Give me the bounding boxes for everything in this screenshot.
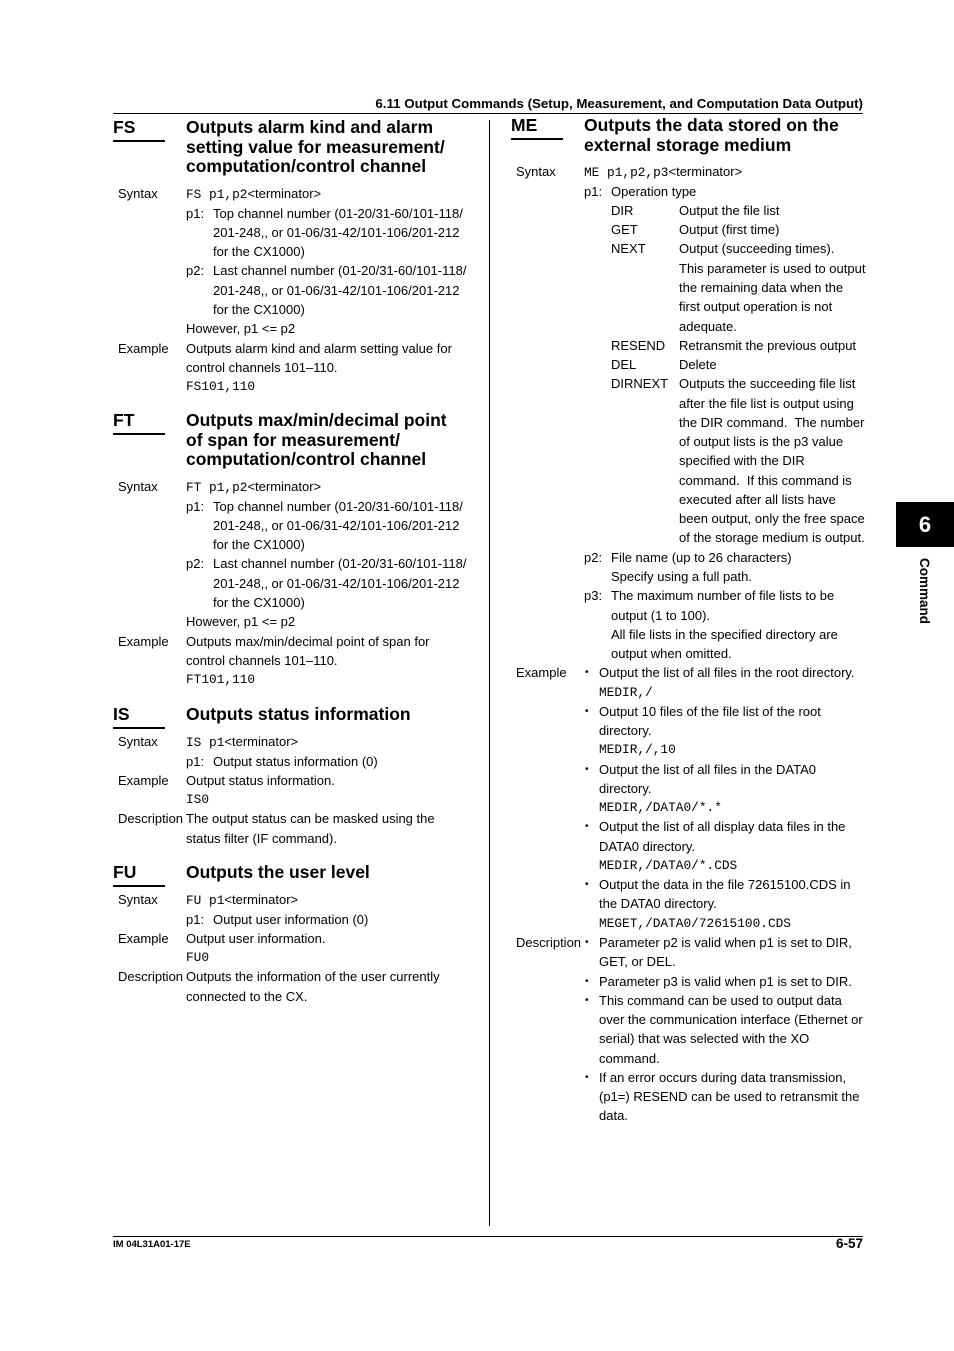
- option-text: Output the file list: [679, 202, 780, 218]
- param-row: [516, 625, 876, 644]
- option-row: [516, 528, 876, 547]
- param-text: The maximum number of file lists to be: [611, 588, 835, 604]
- description-text: connected to the CX.: [186, 988, 308, 1004]
- param-name: p3:: [584, 588, 603, 604]
- ft-section-title: [186, 411, 447, 470]
- description-row: [118, 987, 478, 1006]
- syntax-command: FT p1,p2: [186, 480, 248, 496]
- is-section-title: [186, 705, 411, 725]
- param-text: Output status information (0): [213, 753, 378, 769]
- option-value: RESEND: [611, 337, 666, 353]
- option-text: of output lists is the p3 value: [679, 434, 844, 450]
- bullet-icon: [585, 991, 589, 1010]
- me-section-body: [516, 162, 876, 1125]
- syntax-command: FU p1: [186, 893, 225, 909]
- param-name: p1:: [186, 911, 205, 927]
- syntax-terminator: <terminator>: [247, 186, 322, 202]
- option-row: [516, 355, 876, 374]
- example-text: Output 10 files of the file list of the root: [599, 703, 821, 719]
- param-text: Specify using a full path.: [611, 568, 752, 584]
- option-row: [516, 471, 876, 490]
- syntax-label: Syntax: [118, 734, 158, 750]
- param-text: Last channel number (01-20/31-60/101-118/: [213, 556, 467, 572]
- option-row: [516, 490, 876, 509]
- option-row: [516, 317, 876, 336]
- bullet-icon: [585, 1068, 589, 1087]
- option-value: DIRNEXT: [611, 376, 669, 392]
- param-text: Operation type: [611, 183, 697, 199]
- syntax-row: [118, 890, 478, 909]
- param-row: [118, 574, 478, 593]
- param-row: [118, 535, 478, 554]
- param-row: [118, 261, 478, 280]
- example-row: [516, 702, 876, 721]
- syntax-label: Syntax: [118, 479, 158, 495]
- description-label: Description: [516, 935, 582, 951]
- option-text: Output (first time): [679, 222, 780, 238]
- description-text: command.: [599, 1050, 660, 1066]
- description-text: This command can be used to output data: [599, 992, 842, 1008]
- note-row: [118, 612, 478, 631]
- description-text: Parameter p2 is valid when p1 is set to DIR,: [599, 935, 852, 951]
- title-line: computation/control channel: [186, 156, 427, 176]
- example-text: the DATA0 directory.: [599, 896, 717, 912]
- param-row: [118, 752, 478, 771]
- description-text: The output status can be masked using the: [186, 811, 435, 827]
- option-text: Retransmit the previous output: [679, 337, 857, 353]
- syntax-command: FS p1,p2: [186, 187, 248, 203]
- option-row: [516, 336, 876, 355]
- example-row: [516, 856, 876, 875]
- param-name: p2:: [584, 549, 603, 565]
- option-text: command. If this command is: [679, 472, 852, 488]
- example-command: FS101,110: [186, 379, 256, 395]
- bullet-icon: [585, 933, 589, 952]
- option-row: [516, 278, 876, 297]
- param-text: All file lists in the specified directory are: [611, 626, 838, 642]
- param-text: for the CX1000): [213, 594, 305, 610]
- description-text: serial) that was selected with the XO: [599, 1031, 810, 1047]
- example-row: [516, 760, 876, 779]
- option-text: Output (succeeding times).: [679, 241, 835, 257]
- option-row: [516, 432, 876, 451]
- syntax-terminator: <terminator>: [224, 892, 299, 908]
- example-command: FT101,110: [186, 672, 256, 688]
- option-text: executed after all lists have: [679, 491, 836, 507]
- option-text: first output operation is not: [679, 299, 833, 315]
- option-text: of the storage medium is output.: [679, 530, 865, 546]
- example-row: [118, 358, 478, 377]
- bullet-icon: [585, 663, 589, 682]
- description-label: Description: [118, 969, 184, 985]
- bullet-icon: [585, 875, 589, 894]
- example-text: Output the list of all display data files in the: [599, 819, 846, 835]
- param-text: File name (up to 26 characters): [611, 549, 792, 565]
- param-row: [516, 586, 876, 605]
- option-text: the remaining data when the: [679, 279, 844, 295]
- param-row: [516, 548, 876, 567]
- syntax-row: [118, 184, 478, 203]
- title-line: of span for measurement/: [186, 429, 400, 450]
- example-row: [516, 837, 876, 856]
- option-row: [516, 297, 876, 316]
- description-row: [516, 1068, 876, 1087]
- example-text: Output the list of all files in the DATA0: [599, 761, 817, 777]
- option-value: DEL: [611, 357, 637, 373]
- example-row: [118, 929, 478, 948]
- example-row: [118, 632, 478, 651]
- example-text: Output user information.: [186, 930, 326, 946]
- example-row: [516, 663, 876, 682]
- fu-section-title: [186, 863, 370, 883]
- description-text: status filter (IF command).: [186, 830, 337, 846]
- option-row: [516, 509, 876, 528]
- param-name: p1:: [186, 753, 205, 769]
- example-text: Outputs max/min/decimal point of span for: [186, 633, 430, 649]
- syntax-label: Syntax: [516, 164, 556, 180]
- option-text: This parameter is used to output: [679, 260, 866, 276]
- constraint-note: However, p1 <= p2: [186, 614, 296, 630]
- syntax-value: [186, 184, 321, 204]
- chapter-label: Command: [917, 558, 932, 625]
- option-row: [516, 201, 876, 220]
- description-row: [516, 933, 876, 952]
- example-command: MEGET,/DATA0/72615100.CDS: [599, 915, 791, 931]
- param-row: [118, 910, 478, 929]
- is-command-code: IS: [113, 705, 165, 729]
- example-text: Output the list of all files in the root directory.: [599, 665, 855, 681]
- param-text: Top channel number (01-20/31-60/101-118/: [213, 498, 463, 514]
- title-line: setting value for measurement/: [186, 136, 445, 157]
- example-command: MEDIR,/,10: [599, 742, 676, 758]
- title-line: Outputs status information: [186, 704, 411, 724]
- option-row: [516, 259, 876, 278]
- fs-section-body: [118, 184, 478, 396]
- syntax-row: [118, 477, 478, 496]
- example-row: [516, 683, 876, 702]
- example-row: [118, 651, 478, 670]
- example-text: directory.: [599, 723, 652, 739]
- param-text: output (1 to 100).: [611, 607, 711, 623]
- chapter-tab: 6: [896, 502, 954, 547]
- ft-section-body: [118, 477, 478, 689]
- example-row: [118, 790, 478, 809]
- param-row: [118, 281, 478, 300]
- example-row: [118, 771, 478, 790]
- param-name: p2:: [186, 263, 205, 279]
- bullet-icon: [585, 817, 589, 836]
- description-row: [118, 809, 478, 828]
- syntax-label: Syntax: [118, 892, 158, 908]
- description-row: [516, 1010, 876, 1029]
- bullet-icon: [585, 702, 589, 721]
- description-text: (p1=) RESEND can be used to retransmit the: [599, 1089, 860, 1105]
- footer-rule: [113, 1236, 863, 1237]
- option-value: NEXT: [611, 241, 646, 257]
- example-command: MEDIR,/DATA0/*.CDS: [599, 857, 738, 873]
- bullet-icon: [585, 760, 589, 779]
- param-text: Output user information (0): [213, 911, 369, 927]
- example-command: FU0: [186, 950, 210, 966]
- param-row: [516, 644, 876, 663]
- param-text: 201-248,, or 01-06/31-42/101-106/201-212: [213, 517, 460, 533]
- option-text: after the file list is output using: [679, 395, 854, 411]
- example-row: [516, 798, 876, 817]
- example-label: Example: [118, 340, 169, 356]
- example-text: control channels 101–110.: [186, 652, 338, 668]
- example-label: Example: [118, 633, 169, 649]
- syntax-row: [118, 732, 478, 751]
- title-line: external storage medium: [584, 134, 792, 155]
- description-row: [516, 952, 876, 971]
- fs-command-code: FS: [113, 118, 165, 142]
- description-label: Description: [118, 811, 184, 827]
- param-name: p1:: [584, 183, 603, 199]
- syntax-terminator: <terminator>: [668, 164, 743, 180]
- example-label: Example: [516, 665, 567, 681]
- option-row: [516, 394, 876, 413]
- example-row: [516, 894, 876, 913]
- example-command: MEDIR,/DATA0/*.*: [599, 800, 722, 816]
- note-row: [118, 319, 478, 338]
- param-row: [516, 567, 876, 586]
- syntax-value: [186, 732, 298, 752]
- option-row: [516, 239, 876, 258]
- description-text: over the communication interface (Ethernet or: [599, 1012, 863, 1028]
- example-text: directory.: [599, 780, 652, 796]
- param-name: p1:: [186, 498, 205, 514]
- param-text: 201-248,, or 01-06/31-42/101-106/201-212: [213, 282, 460, 298]
- option-value: DIR: [611, 202, 634, 218]
- param-row: [118, 300, 478, 319]
- example-row: [118, 670, 478, 689]
- option-text: specified with the DIR: [679, 453, 805, 469]
- example-row: [516, 740, 876, 759]
- param-row: [118, 516, 478, 535]
- running-title: 6.11 Output Commands (Setup, Measurement, and Computation Data Output): [375, 96, 863, 111]
- param-text: for the CX1000): [213, 301, 305, 317]
- description-text: Outputs the information of the user currently: [186, 969, 440, 985]
- example-label: Example: [118, 772, 169, 788]
- title-line: Outputs alarm kind and alarm: [186, 117, 433, 137]
- description-row: [516, 972, 876, 991]
- param-name: p1:: [186, 205, 205, 221]
- description-row: [516, 991, 876, 1010]
- param-text: output when omitted.: [611, 646, 732, 662]
- param-row: [118, 554, 478, 573]
- example-row: [118, 339, 478, 358]
- column-divider: [489, 120, 490, 1226]
- description-row: [516, 1087, 876, 1106]
- description-text: If an error occurs during data transmission,: [599, 1069, 847, 1085]
- example-command: IS0: [186, 792, 210, 808]
- fu-command-code: FU: [113, 863, 165, 887]
- param-text: 201-248,, or 01-06/31-42/101-106/201-212: [213, 224, 460, 240]
- fu-section-body: [118, 890, 478, 1006]
- syntax-label: Syntax: [118, 186, 158, 202]
- description-row: [516, 1029, 876, 1048]
- description-row: [516, 1049, 876, 1068]
- title-line: Outputs the data stored on the: [584, 115, 839, 135]
- description-row: [118, 967, 478, 986]
- example-row: [118, 948, 478, 967]
- option-text: been output, only the free space: [679, 511, 865, 527]
- option-row: [516, 413, 876, 432]
- example-label: Example: [118, 930, 169, 946]
- description-row: [118, 829, 478, 848]
- param-text: Last channel number (01-20/31-60/101-118/: [213, 263, 467, 279]
- example-text: Output status information.: [186, 772, 335, 788]
- title-line: Outputs max/min/decimal point: [186, 410, 447, 430]
- example-row: [118, 377, 478, 396]
- example-row: [516, 721, 876, 740]
- title-line: computation/control channel: [186, 449, 427, 469]
- page-number: 6-57: [835, 1236, 863, 1251]
- syntax-terminator: <terminator>: [247, 479, 322, 495]
- description-text: data.: [599, 1108, 628, 1124]
- example-text: DATA0 directory.: [599, 838, 696, 854]
- option-row: [516, 451, 876, 470]
- param-row: [118, 223, 478, 242]
- constraint-note: However, p1 <= p2: [186, 321, 296, 337]
- param-name: p2:: [186, 556, 205, 572]
- is-section-body: [118, 732, 478, 848]
- example-command: MEDIR,/: [599, 684, 653, 700]
- description-row: [516, 1106, 876, 1125]
- example-text: Outputs alarm kind and alarm setting value for: [186, 340, 452, 356]
- option-text: adequate.: [679, 318, 737, 334]
- param-text: Top channel number (01-20/31-60/101-118/: [213, 205, 463, 221]
- option-text: Delete: [679, 357, 717, 373]
- option-value: GET: [611, 222, 638, 238]
- document-id: IM 04L31A01-17E: [113, 1239, 191, 1250]
- bullet-icon: [585, 972, 589, 991]
- syntax-terminator: <terminator>: [224, 734, 299, 750]
- example-row: [516, 875, 876, 894]
- param-row: [118, 497, 478, 516]
- example-text: control channels 101–110.: [186, 359, 338, 375]
- param-row: [118, 204, 478, 223]
- example-row: [516, 817, 876, 836]
- param-text: 201-248,, or 01-06/31-42/101-106/201-212: [213, 575, 460, 591]
- param-text: for the CX1000): [213, 244, 305, 260]
- syntax-value: [186, 890, 298, 910]
- syntax-value: [584, 162, 742, 182]
- option-row: [516, 220, 876, 239]
- me-command-code: ME: [511, 116, 563, 140]
- fs-section-title: [186, 118, 445, 177]
- me-section-title: [584, 116, 839, 155]
- param-row: [118, 242, 478, 261]
- option-text: Outputs the succeeding file list: [679, 376, 856, 392]
- ft-command-code: FT: [113, 411, 165, 435]
- option-text: the DIR command. The number: [679, 414, 865, 430]
- param-row: [516, 182, 876, 201]
- param-row: [118, 593, 478, 612]
- example-text: Output the data in the file 72615100.CDS in: [599, 877, 851, 893]
- param-text: for the CX1000): [213, 537, 305, 553]
- header-rule: [113, 113, 863, 114]
- description-text: Parameter p3 is valid when p1 is set to DIR.: [599, 973, 852, 989]
- syntax-row: [516, 162, 876, 181]
- syntax-command: ME p1,p2,p3: [584, 165, 669, 181]
- example-row: [516, 914, 876, 933]
- syntax-command: IS p1: [186, 735, 225, 751]
- param-row: [516, 606, 876, 625]
- syntax-value: [186, 477, 321, 497]
- description-text: GET, or DEL.: [599, 954, 676, 970]
- example-row: [516, 779, 876, 798]
- title-line: Outputs the user level: [186, 862, 370, 882]
- option-row: [516, 374, 876, 393]
